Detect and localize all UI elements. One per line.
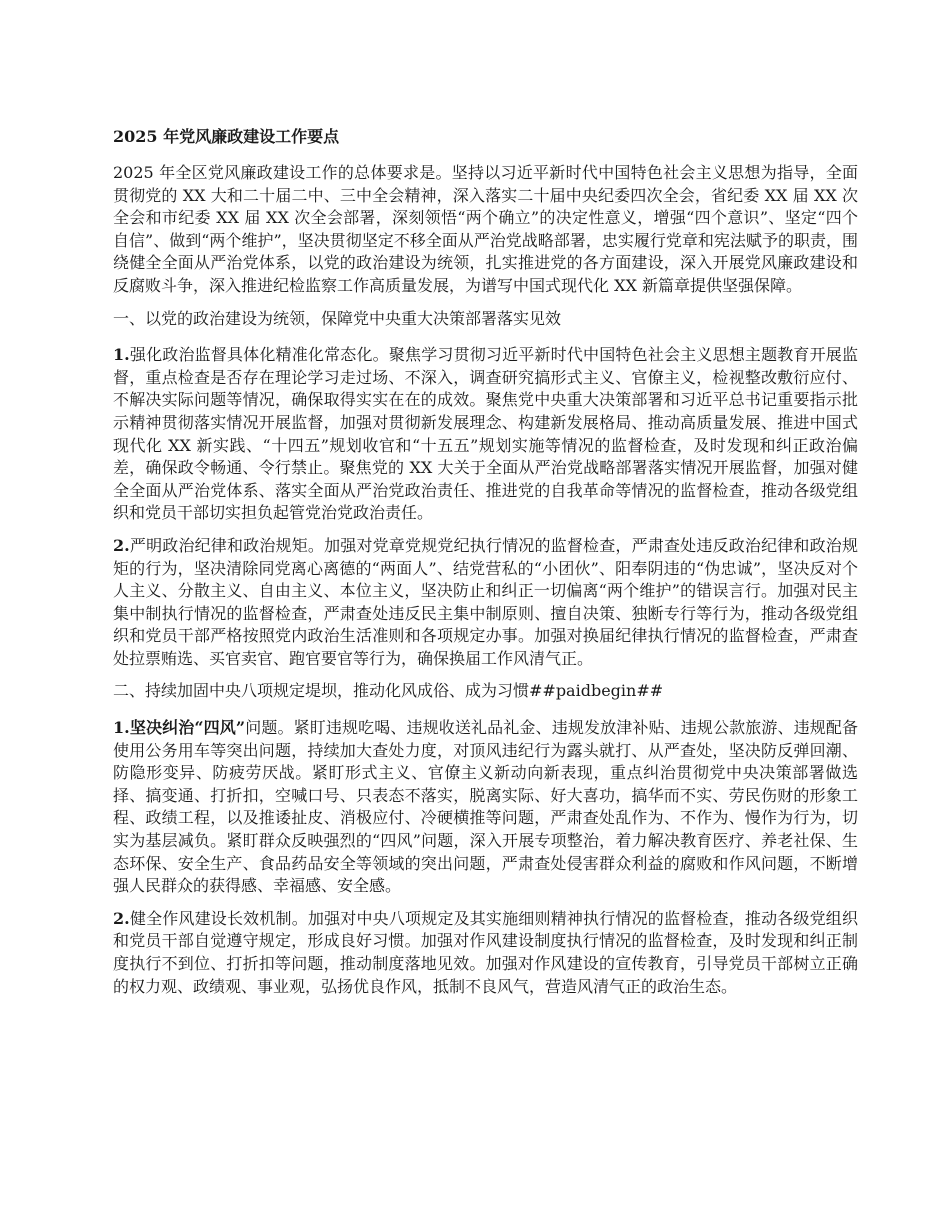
item-number: 2. xyxy=(113,908,130,928)
item-number: 2. xyxy=(113,535,130,555)
section-2-item-2 xyxy=(113,908,858,998)
item-text: 健全作风建设长效机制。加强对中央八项规定及其实施细则精神执行情况的监督检查，推动各级党组织和党员干部自觉遵守规定，形成良好习惯。加强对作风建设制度执行情况的监督检查，及时发现和纠正制度执行不到位、打折扣等问题，推动制度落地见效。加强对作风建设的宣传教育，引导党员干部树立正确的权力观、政绩观、事业观，弘扬优良作风，抵制不良风气，营造风清气正的政治生态。 xyxy=(113,908,858,996)
section-1-item-1 xyxy=(113,344,858,525)
section-2-heading: 二、持续加固中央八项规定堤坝，推动化风成俗、成为习惯##paidbegin## xyxy=(113,681,664,701)
intro-paragraph: 2025 年全区党风廉政建设工作的总体要求是。坚持以习近平新时代中国特色社会主义思想为指导，全面贯彻党的 XX 大和二十届二中、三中全会精神，深入落实二十届中央纪委四次全会，省纪委 XX 届 XX 次全会和市纪委 XX 届 XX 次全会部署，深刻领悟“两个确立”的决定性意义，增强“四个意识”、坚定“四个自信”、做到“两个维护”，坚决贯彻坚定不移全面从严治党战略部署，忠实履行党章和宪法赋予的职责，围绕健全全面从严治党体系，以党的政治建设为统领，扎实推进党的各方面建设，深入开展党风廉政建设和反腐败斗争，深入推进纪检监察工作高质量发展，为谱写中国式现代化 XX 新篇章提供坚强保障。 xyxy=(113,163,858,295)
item-text: 强化政治监督具体化精准化常态化。聚焦学习贯彻习近平新时代中国特色社会主义思想主题教育开展监督，重点检查是否存在理论学习走过场、不深入，调查研究搞形式主义、官僚主义，检视整改敷衍应付、不解决实际问题等情况，确保取得实实在在的成效。聚焦党中央重大决策部署和习近平总书记重要指示批示精神贯彻落实情况开展监督，加强对贯彻新发展理念、构建新发展格局、推动高质量发展、推进中国式现代化 XX 新实践、“十四五”规划收官和“十五五”规划实施等情况的监督检查，及时发现和纠正政治偏差，确保政令畅通、令行禁止。聚焦党的 XX 大关于全面从严治党战略部署落实情况开展监督，加强对健全全面从严治党体系、落实全面从严治党政治责任、推进党的自我革命等情况的监督检查，推动各级党组织和党员干部切实担负起管党治党政治责任。 xyxy=(113,345,858,523)
item-text: 问题。紧盯违规吃喝、违规收送礼品礼金、违规发放津补贴、违规公款旅游、违规配备使用公务用车等突出问题，持续加大查处力度，对顶风违纪行为露头就打、从严查处，坚决防反弹回潮、防隐形变异、防疲劳厌战。紧盯形式主义、官僚主义新动向新表现，重点纠治贯彻党中央决策部署做选择、搞变通、打折扣，空喊口号、只表态不落实，脱离实际、好大喜功，搞华而不实、劳民伤财的形象工程、政绩工程，以及推诿扯皮、消极应付、冷硬横推等问题，严肃查处乱作为、不作为、慢作为行为，切实为基层减负。紧盯群众反映强烈的“四风”问题，深入开展专项整治，着力解决教育医疗、养老社保、生态环保、安全生产、食品药品安全等领域的突出问题，严肃查处侵害群众利益的腐败和作风问题，不断增强人民群众的获得感、幸福感、安全感。 xyxy=(113,718,858,896)
section-1-item-2 xyxy=(113,535,858,671)
section-2-item-1 xyxy=(113,717,858,898)
item-number: 1. xyxy=(113,345,130,365)
item-number: 1.坚决纠治“四风” xyxy=(113,718,246,738)
section-1-heading: 一、以党的政治建设为统领，保障党中央重大决策部署落实见效 xyxy=(113,308,562,328)
document-title: 2025 年党风廉政建设工作要点 xyxy=(113,127,340,146)
item-text: 严明政治纪律和政治规矩。加强对党章党规党纪执行情况的监督检查，严肃查处违反政治纪律和政治规矩的行为，坚决清除同党离心离德的“两面人”、结党营私的“小团伙”、阳奉阴违的“伪忠诚”，坚决反对个人主义、分散主义、自由主义、本位主义，坚决防止和纠正一切偏离“两个维护”的错误言行。加强对民主集中制执行情况的监督检查，严肃查处违反民主集中制原则、擅自决策、独断专行等行为，推动各级党组织和党员干部严格按照党内政治生活准则和各项规定办事。加强对换届纪律执行情况的监督检查，严肃查处拉票贿选、买官卖官、跑官要官等行为，确保换届工作风清气正。 xyxy=(113,535,858,668)
